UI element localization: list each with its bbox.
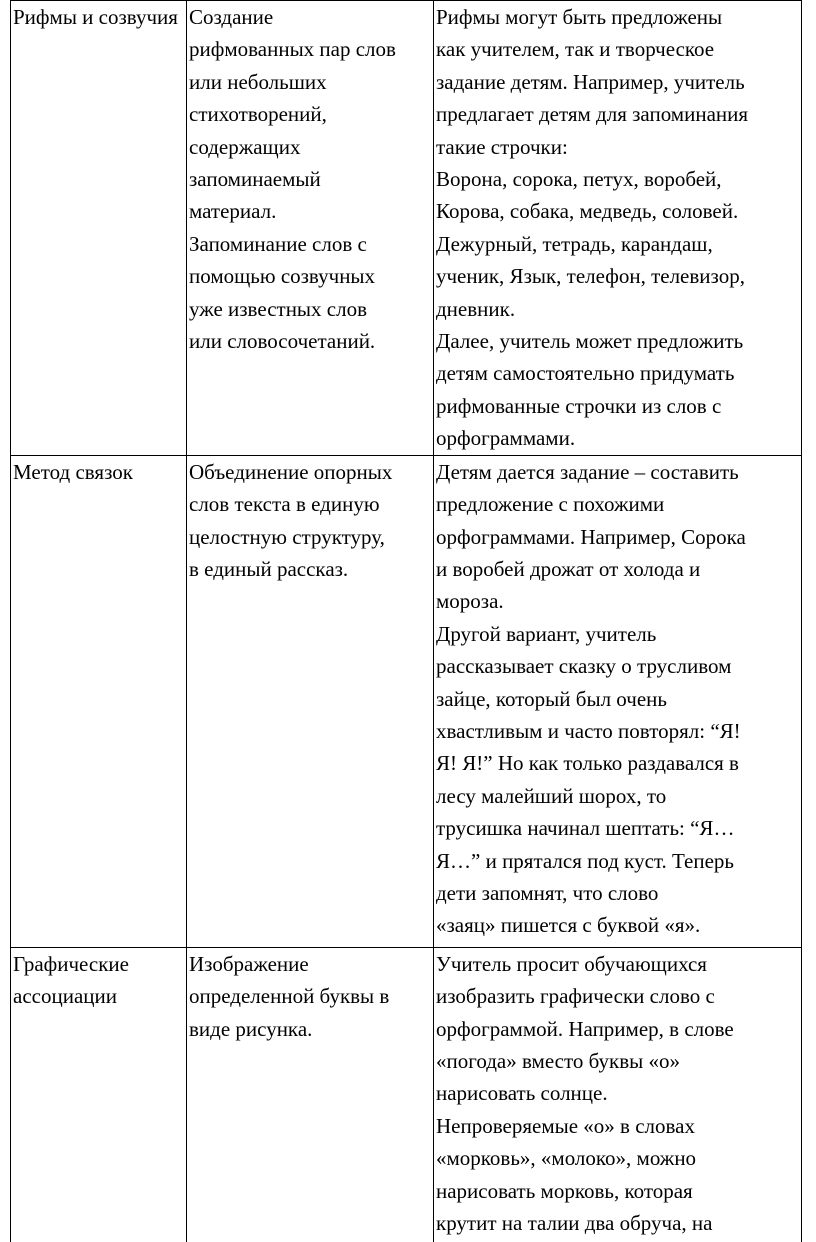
example-line: «морковь», «молоко», можно	[436, 1146, 697, 1171]
method-description-cell	[187, 947, 434, 1242]
method-description-cell	[187, 455, 434, 947]
description-line: Изображение	[189, 951, 309, 976]
example-line: дети запомнят, что слово	[436, 880, 659, 905]
description-line: целостную структуру,	[189, 524, 385, 549]
example-line: Непроверяемые «о» в словах	[436, 1113, 695, 1138]
example-line: предложение с похожими	[436, 492, 665, 517]
example-line: Рифмы могут быть предложены	[436, 5, 723, 29]
method-example-cell	[434, 1, 802, 456]
example-line: и воробей дрожат от холода и	[436, 556, 701, 581]
example-line: Корова, собака, медведь, соловей.	[436, 199, 739, 224]
example-line: Ворона, сорока, петух, воробей,	[436, 167, 722, 192]
example-line: хвастливым и часто повторял: “Я!	[436, 718, 741, 743]
table-row	[11, 1, 802, 456]
example-line: такие строчки:	[436, 134, 568, 159]
example-line: изобразить графически слово с	[436, 984, 715, 1009]
method-name-cell	[11, 1, 187, 456]
description-line: помощью созвучных	[189, 264, 376, 289]
example-line: ученик, Язык, телефон, телевизор,	[436, 264, 745, 289]
example-line: орфограммой. Например, в слове	[436, 1016, 734, 1041]
example-line: Далее, учитель может предложить	[436, 329, 744, 354]
method-description-cell	[187, 1, 434, 456]
method-example-cell	[434, 947, 802, 1242]
example-line: Дежурный, тетрадь, карандаш,	[436, 231, 713, 256]
example-line: предлагает детям для запоминания	[436, 102, 749, 127]
description-line: или словосочетаний.	[189, 329, 376, 354]
example-line: орфограммами. Например, Сорока	[436, 524, 746, 549]
example-line: Я! Я!” Но как только раздавался в	[436, 751, 739, 776]
example-line: нарисовать морковь, которая	[436, 1178, 693, 1203]
example-line: мороза.	[436, 589, 504, 614]
example-line: «заяц» пишется с буквой «я».	[436, 913, 701, 938]
method-name-cell	[11, 455, 187, 947]
method-name: Метод связок	[13, 459, 133, 484]
example-line: «погода» вместо буквы «о»	[436, 1048, 681, 1073]
description-line: уже известных слов	[189, 296, 368, 321]
example-line: Я…” и прятался под куст. Теперь	[436, 848, 734, 873]
description-line: виде рисунка.	[189, 1016, 313, 1041]
example-line: дневник.	[436, 296, 516, 321]
example-line: Учитель просит обучающихся	[436, 951, 707, 976]
description-line: Запоминание слов с	[189, 231, 367, 256]
description-line: или небольших	[189, 69, 327, 94]
example-line: лесу малейший шорох, то	[436, 783, 667, 808]
description-line: определенной буквы в	[189, 984, 390, 1009]
description-line: Объединение опорных	[189, 459, 393, 484]
description-line: слов текста в единую	[189, 492, 380, 517]
methods-table	[10, 0, 802, 1242]
example-line: рифмованные строчки из слов с	[436, 393, 722, 418]
example-line: как учителем, так и творческое	[436, 37, 715, 62]
description-line: Создание	[189, 5, 274, 29]
example-line: Другой вариант, учитель	[436, 621, 657, 646]
example-line: зайце, который был очень	[436, 686, 667, 711]
table-row	[11, 947, 802, 1242]
example-line: нарисовать солнце.	[436, 1081, 608, 1106]
method-name: Графические ассоциации	[13, 951, 129, 1009]
example-line: орфограммами.	[436, 426, 576, 451]
description-line: рифмованных пар слов	[189, 37, 396, 62]
description-line: стихотворений,	[189, 102, 327, 127]
example-line: задание детям. Например, учитель	[436, 69, 745, 94]
method-example-cell	[434, 455, 802, 947]
example-line: крутит на талии два обруча, на	[436, 1210, 713, 1235]
example-line: Детям дается задание – составить	[436, 459, 739, 484]
table-row	[11, 455, 802, 947]
description-line: в единый рассказ.	[189, 556, 349, 581]
example-line: трусишка начинал шептать: “Я…	[436, 816, 735, 841]
description-line: материал.	[189, 199, 277, 224]
description-line: запоминаемый	[189, 167, 321, 192]
description-line: содержащих	[189, 134, 301, 159]
method-name: Рифмы и созвучия	[13, 5, 178, 29]
example-line: рассказывает сказку о трусливом	[436, 654, 732, 679]
example-line: детям самостоятельно придумать	[436, 361, 735, 386]
method-name-cell	[11, 947, 187, 1242]
